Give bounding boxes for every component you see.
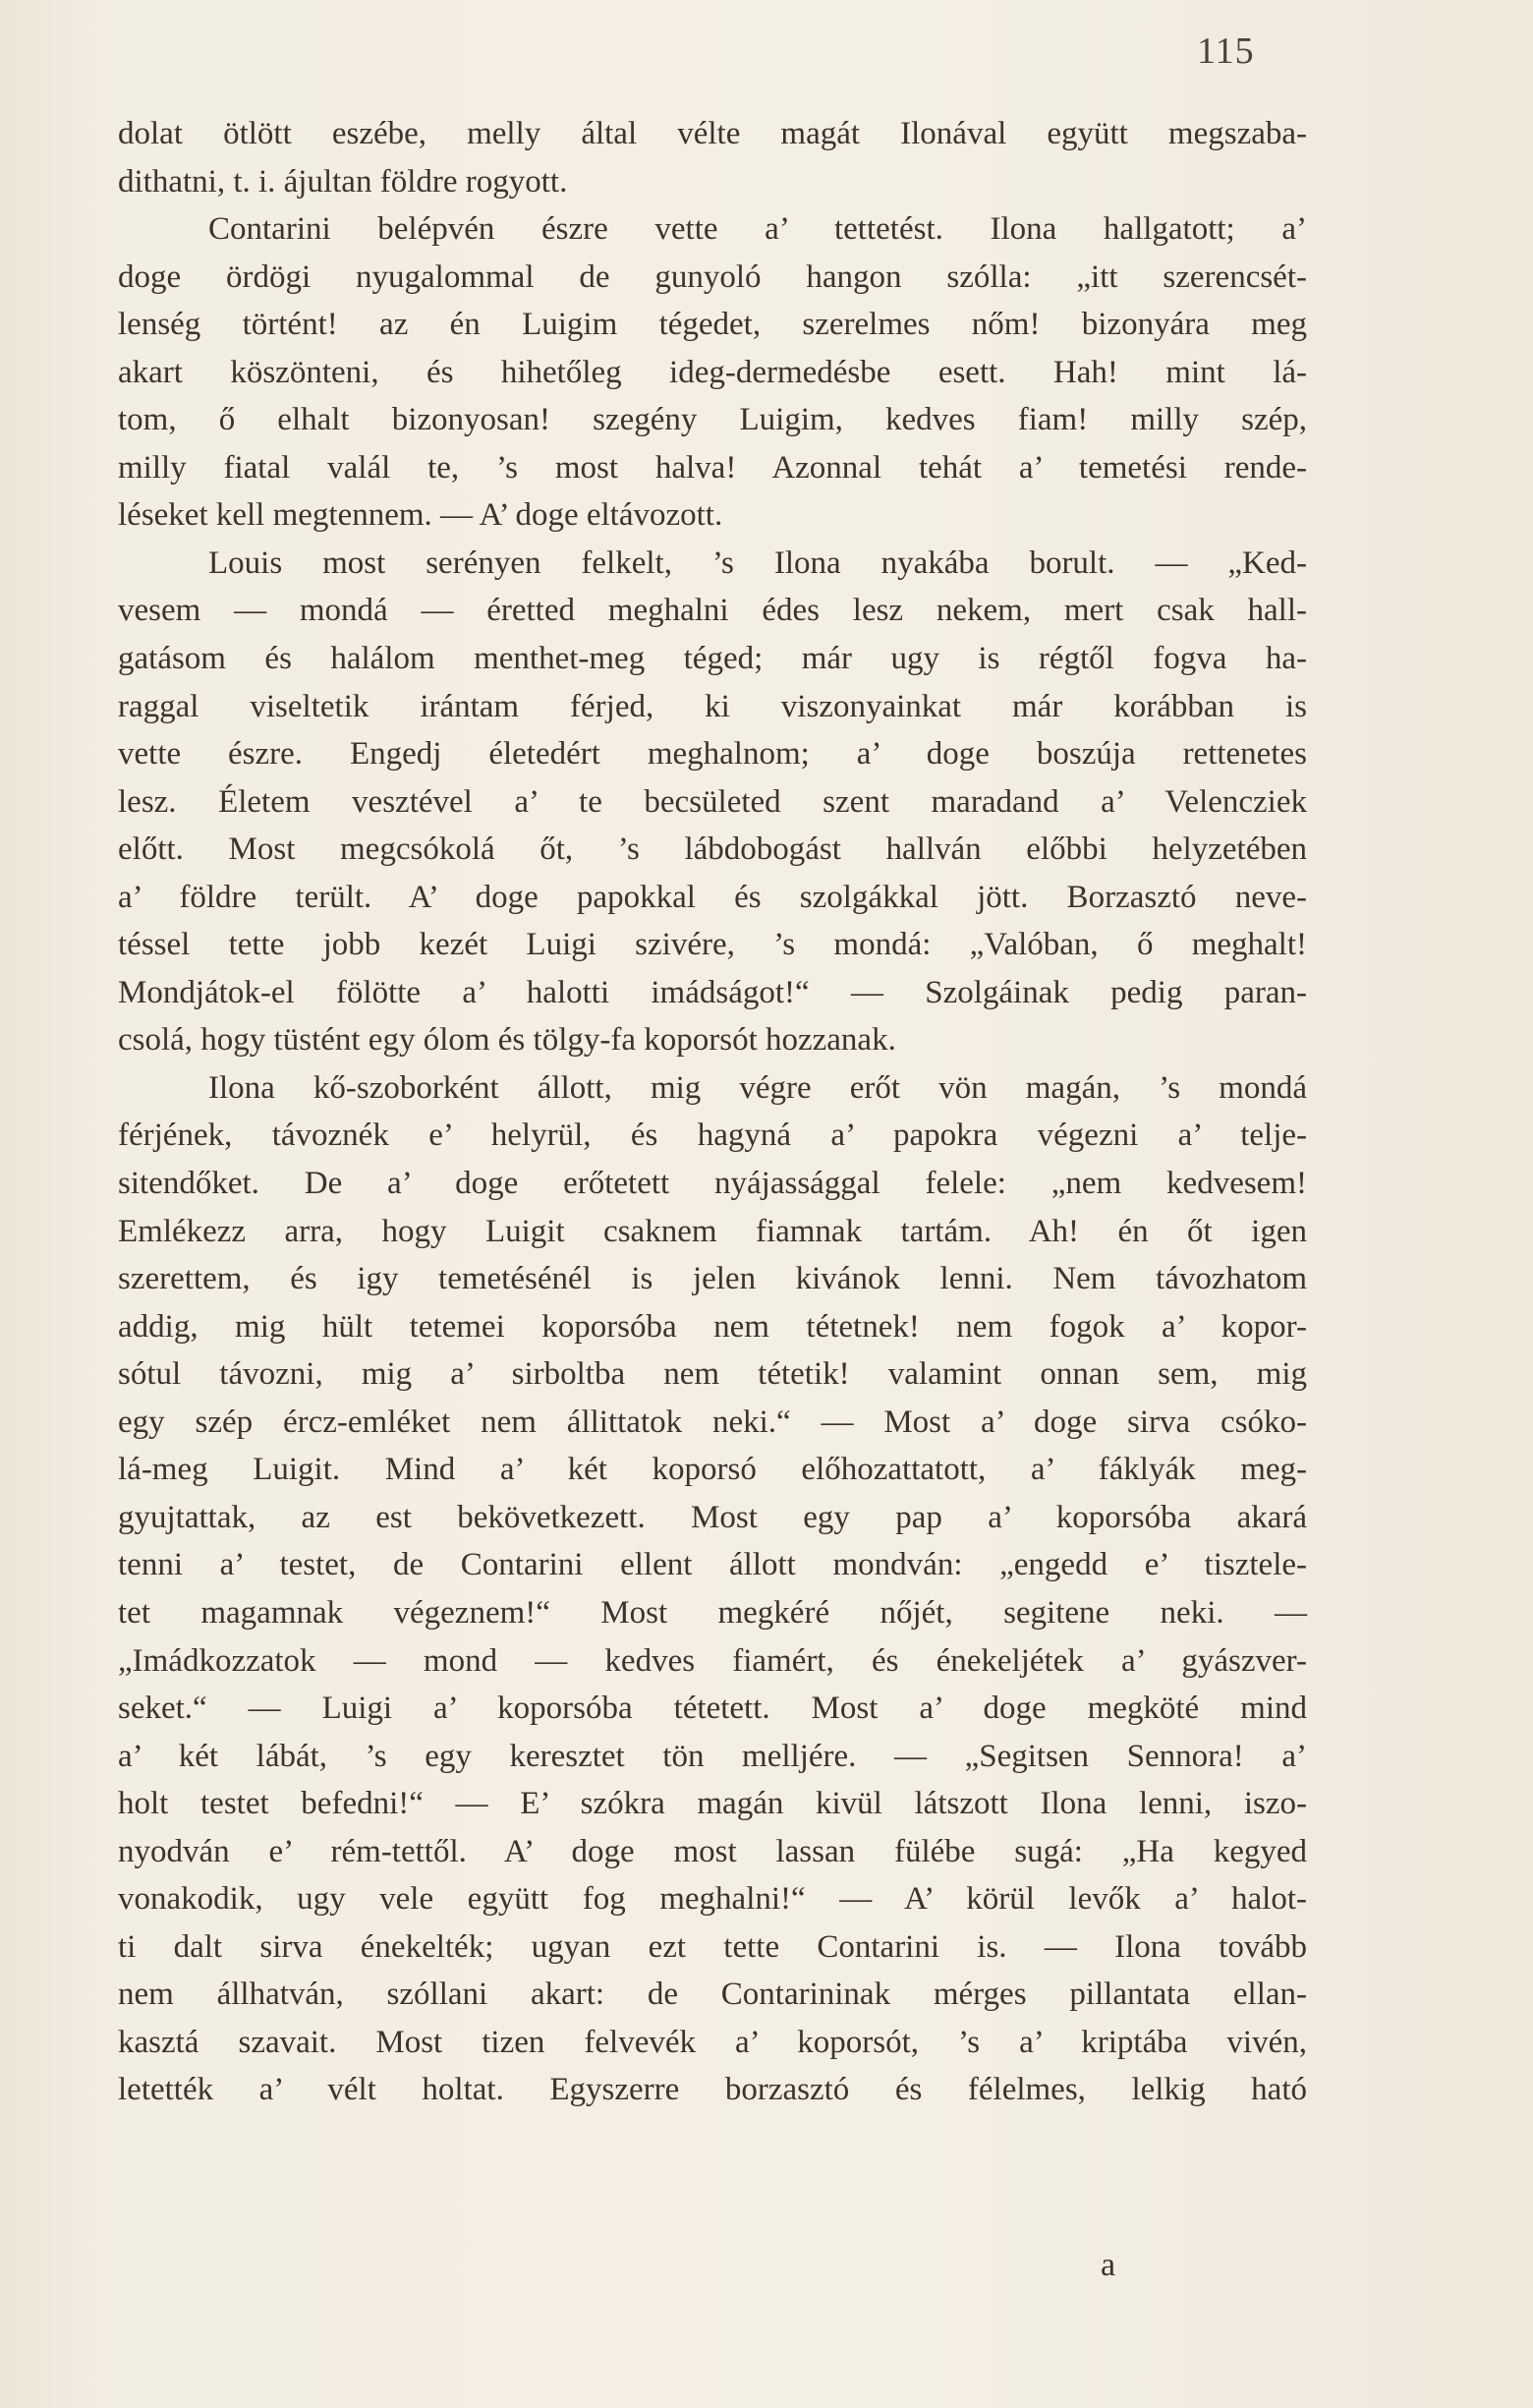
text-line: holt testet befedni!“ — E’ szókra magán kivül látszott Ilona lenni, iszo- <box>118 1786 1307 1822</box>
text-line: sitendőket. De a’ doge erőtetett nyájassággal felele: „nem kedvesem! <box>118 1166 1307 1202</box>
text-line: a’ földre terült. A’ doge papokkal és szolgákkal jött. Borzasztó neve- <box>118 879 1307 915</box>
text-line: szerettem, és igy temetésénél is jelen kivánok lenni. Nem távozhatom <box>118 1261 1307 1297</box>
text-line: raggal viseltetik irántam férjed, ki viszonyainkat már korábban is <box>118 688 1307 724</box>
text-line: dolat ötlött eszébe, melly által vélte magát Ilonával együtt megszaba- <box>118 116 1307 151</box>
text-line: Louis most serényen felkelt, ’s Ilona nyakába borult. — „Ked- <box>208 545 1307 581</box>
text-line: ti dalt sirva énekelték; ugyan ezt tette Contarini is. — Ilona tovább <box>118 1928 1307 1965</box>
text-line: tenni a’ testet, de Contarini ellent állott mondván: „engedd e’ tisztele- <box>118 1547 1307 1583</box>
text-line: Emlékezz arra, hogy Luigit csaknem fiamnak tartám. Ah! én őt igen <box>118 1213 1307 1249</box>
text-line: akart köszönteni, és hihetőleg ideg-dermedésbe esett. Hah! mint lá- <box>118 354 1307 390</box>
text-line: letették a’ vélt holtat. Egyszerre borzasztó és félelmes, lelkig ható <box>118 2072 1307 2108</box>
text-line: „Imádkozzatok — mond — kedves fiamért, és énekeljétek a’ gyászver- <box>118 1642 1307 1679</box>
page-number: 115 <box>1197 30 1255 72</box>
text-line: vonakodik, ugy vele együtt fog meghalni!“ — A’ körül levők a’ halot- <box>118 1881 1307 1918</box>
text-line: nyodván e’ rém-tettől. A’ doge most lassan fülébe sugá: „Ha kegyed <box>118 1833 1307 1869</box>
text-line: tet magamnak végeznem!“ Most megkéré nőjét, segitene neki. — <box>118 1594 1307 1631</box>
catchword: a <box>1101 2247 1116 2283</box>
text-line: Contarini belépvén észre vette a’ tettetést. Ilona hallgatott; a’ <box>208 211 1307 248</box>
text-line: gatásom és halálom menthet-meg téged; már ugy is régtől fogva ha- <box>118 641 1307 677</box>
text-line: lenség történt! az én Luigim tégedet, szerelmes nőm! bizonyára meg <box>118 307 1307 343</box>
text-line: vesem — mondá — éretted meghalni édes lesz nekem, mert csak hall- <box>118 593 1307 629</box>
text-line: csolá, hogy tüstént egy ólom és tölgy-fa koporsót hozzanak. <box>118 1022 896 1059</box>
text-line: Mondjátok-el fölötte a’ halotti imádságot!“ — Szolgáinak pedig paran- <box>118 974 1307 1010</box>
text-line: lá-meg Luigit. Mind a’ két koporsó előhozattatott, a’ fáklyák meg- <box>118 1452 1307 1488</box>
text-line: egy szép ércz-emléket nem állittatok neki.“ — Most a’ doge sirva csóko- <box>118 1404 1307 1440</box>
text-line: téssel tette jobb kezét Luigi szivére, ’s mondá: „Valóban, ő meghalt! <box>118 927 1307 963</box>
text-line: milly fiatal valál te, ’s most halva! Azonnal tehát a’ temetési rende- <box>118 449 1307 486</box>
text-line: doge ördögi nyugalommal de gunyoló hangon szólla: „itt szerencsét- <box>118 258 1307 295</box>
text-line: Ilona kő-szoborként állott, mig végre erőt vön magán, ’s mondá <box>208 1069 1307 1106</box>
text-line: dithatni, t. i. ájultan földre rogyott. <box>118 163 568 200</box>
text-line: gyujtattak, az est bekövetkezett. Most egy pap a’ koporsóba akará <box>118 1499 1307 1535</box>
text-line: előtt. Most megcsókolá őt, ’s lábdobogást hallván előbbi helyzetében <box>118 831 1307 868</box>
body-text <box>118 110 1307 2114</box>
text-line: vette észre. Engedj életedért meghalnom; a’ doge boszúja rettenetes <box>118 736 1307 773</box>
text-line: sótul távozni, mig a’ sirboltba nem tétetik! valamint onnan sem, mig <box>118 1356 1307 1393</box>
text-line: nem állhatván, szóllani akart: de Contarininak mérges pillantata ellan- <box>118 1977 1307 2013</box>
text-line: lesz. Életem vesztével a’ te becsületed szent maradand a’ Velencziek <box>118 783 1307 820</box>
text-line: léseket kell megtennem. — A’ doge eltávozott. <box>118 497 723 534</box>
text-line: férjének, távoznék e’ helyrül, és hagyná a’ papokra végezni a’ telje- <box>118 1118 1307 1154</box>
text-line: addig, mig hült tetemei koporsóba nem tétetnek! nem fogok a’ kopor- <box>118 1308 1307 1345</box>
text-line: kasztá szavait. Most tizen felvevék a’ koporsót, ’s a’ kriptába vivén, <box>118 2024 1307 2060</box>
text-line: tom, ő elhalt bizonyosan! szegény Luigim, kedves fiam! milly szép, <box>118 402 1307 438</box>
text-line: a’ két lábát, ’s egy keresztet tön melljére. — „Segitsen Sennora! a’ <box>118 1738 1307 1774</box>
text-line: seket.“ — Luigi a’ koporsóba tétetett. Most a’ doge megköté mind <box>118 1691 1307 1727</box>
